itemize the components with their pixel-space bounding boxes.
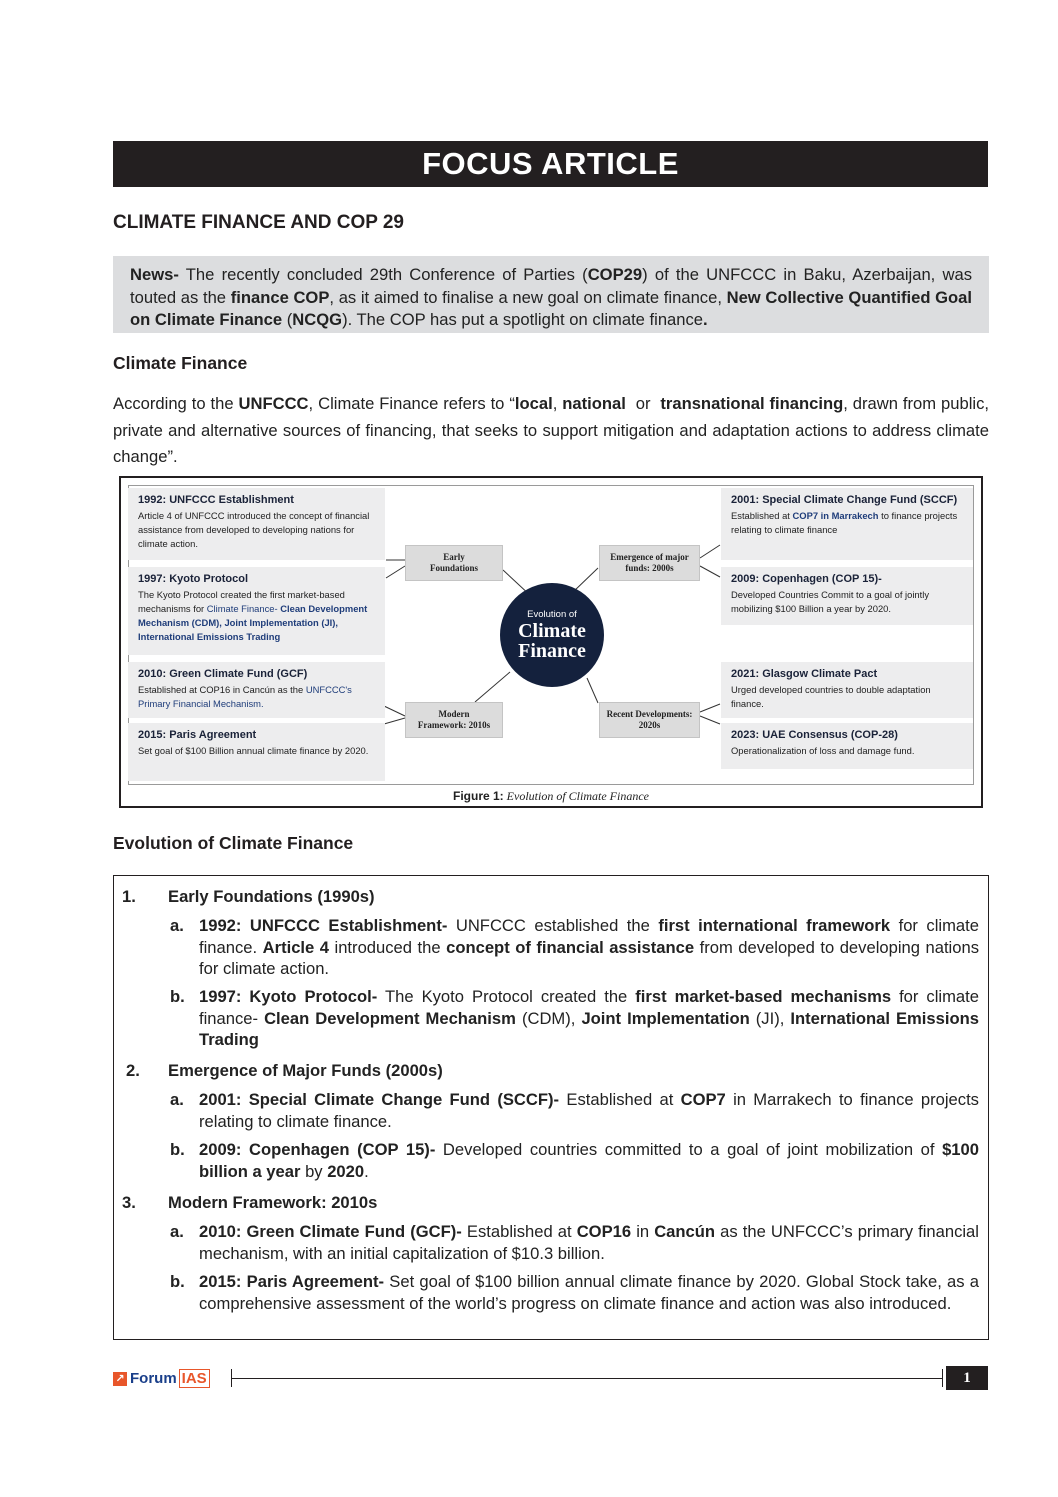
item-bold: 2015: Paris Agreement- — [199, 1272, 385, 1291]
card-text-bold: COP7 in Marrakech — [792, 510, 879, 521]
item-bold: 1992: UNFCCC Establishment- — [199, 916, 448, 935]
center-big-2: Finance — [518, 640, 586, 662]
card-text-blue: Climate Finance- — [206, 603, 281, 614]
card-title: 2023: UAE Consensus (COP-28) — [731, 729, 898, 741]
caption-label: Figure 1: — [453, 789, 504, 803]
item-text: (JI), — [749, 1008, 791, 1028]
news-bold: New Collective Quantified Goal on Climate Finance — [130, 287, 972, 329]
item-bold: $100 billion a year — [199, 1140, 979, 1181]
item-bold: first market-based mechanisms — [635, 987, 892, 1006]
list-item — [199, 1089, 979, 1132]
card-2001 — [721, 488, 973, 560]
list-letter: a. — [170, 1090, 184, 1109]
item-bold: Cancún — [654, 1222, 716, 1241]
item-bold: 2020 — [327, 1161, 365, 1181]
news-text: ( — [282, 310, 293, 329]
card-title: 2015: Paris Agreement — [138, 729, 257, 741]
card-title: 2021: Glasgow Climate Pact — [731, 668, 878, 680]
climate-finance-heading: Climate Finance — [113, 353, 248, 373]
card-title: 2001: Special Climate Change Fund (SCCF) — [731, 494, 958, 506]
list-heading: Emergence of Major Funds (2000s) — [168, 1061, 443, 1080]
card-body: Article 4 of UNFCCC introduced the concept of financial assistance from developed to developing nations for climate action. — [138, 510, 370, 549]
list-letter: a. — [170, 916, 184, 935]
news-bold: finance COP — [230, 287, 330, 307]
item-text: from developed to developing nations for climate action. — [199, 937, 979, 978]
footer-line-cap — [942, 1369, 943, 1387]
item-text: in Marrakech to finance projects relating to climate finance. — [199, 1090, 979, 1131]
item-text: for climate finance- — [199, 987, 979, 1028]
card-body — [138, 588, 375, 644]
card-1997 — [128, 567, 385, 655]
para-bold: transnational financing — [660, 394, 844, 413]
item-bold: 2010: Green Climate Fund (GCF)- — [199, 1222, 462, 1241]
list-letter: b. — [170, 1140, 185, 1159]
card-text: to finance projects relating to climate finance — [731, 510, 958, 535]
item-bold: concept of financial assistance — [446, 937, 695, 957]
item-text: UNFCCC established the — [447, 916, 659, 935]
card-2023 — [721, 723, 973, 769]
card-title: 2009: Copenhagen (COP 15)- — [731, 573, 882, 585]
tag-major-funds: Emergence of major funds: 2000s — [599, 545, 700, 581]
item-text: Established at — [461, 1222, 577, 1241]
list-number: 2. — [126, 1061, 140, 1080]
item-text: by — [300, 1161, 328, 1181]
forumias-logo — [113, 1369, 210, 1388]
news-bold: NCQG — [292, 310, 343, 329]
item-bold: 2009: Copenhagen (COP 15)- — [199, 1140, 436, 1159]
news-label: News- — [130, 265, 179, 284]
news-text: The recently concluded 29th Conference of Parties ( — [178, 265, 588, 284]
card-text-blue: UNFCCC's Primary Financial Mechanism. — [138, 684, 352, 709]
item-text: in — [631, 1222, 655, 1241]
list-item — [199, 1271, 979, 1314]
footer-line — [232, 1378, 942, 1379]
card-body — [138, 683, 375, 711]
list-letter: b. — [170, 1272, 185, 1291]
card-text: The Kyoto Protocol created the first market-based mechanisms for — [138, 589, 345, 614]
card-2010 — [128, 662, 385, 718]
focus-article-banner: FOCUS ARTICLE — [113, 141, 988, 187]
para-bold: national — [562, 394, 626, 413]
list-number: 3. — [122, 1193, 136, 1212]
list-item — [199, 1221, 979, 1264]
page-number: 1 — [946, 1366, 988, 1390]
news-bold: . — [703, 310, 708, 329]
item-text: Developed countries committed to a goal of joint mobilization of — [435, 1140, 943, 1159]
para-text: , drawn from public, private and alternative sources of financing, that seeks to support mitigation and adaptation actions to address climate change”. — [113, 394, 989, 466]
para-text: According to the — [113, 394, 239, 413]
news-bold: COP29 — [587, 265, 643, 284]
logo-forum: Forum — [130, 1370, 177, 1387]
card-2009 — [721, 567, 973, 625]
card-2015 — [128, 723, 385, 781]
tag-modern-framework: Modern Framework: 2010s — [405, 702, 503, 738]
list-number: 1. — [122, 887, 136, 906]
item-text: Set goal of $100 billion annual climate finance by 2020. Global Stock take, as a comprehensive assessment of the world’s progress on climate finance and action was also introduced. — [199, 1272, 980, 1313]
para-bold: UNFCCC — [238, 394, 309, 413]
card-body: Developed Countries Commit to a goal of jointly mobilizing $100 Billion a year by 2020. — [731, 589, 930, 614]
card-text-bold: Clean Development Mechanism (CDM), Joint Implementation (JI), International Emissions Trading — [138, 603, 368, 642]
item-bold: first international framework — [658, 916, 891, 935]
item-text: The Kyoto Protocol created the — [377, 987, 636, 1006]
caption-text: Evolution of Climate Finance — [503, 789, 649, 803]
item-bold: COP16 — [576, 1222, 632, 1241]
list-item — [199, 915, 979, 980]
list-letter: a. — [170, 1222, 184, 1241]
card-body — [731, 509, 963, 537]
item-bold: Clean Development Mechanism — [264, 1008, 516, 1028]
article-title: CLIMATE FINANCE AND COP 29 — [113, 212, 405, 233]
card-1992 — [128, 488, 385, 560]
para-text: or — [625, 394, 661, 413]
news-text: ) of the UNFCCC in Baku, Azerbaijan, was touted as the — [130, 265, 973, 307]
item-bold: 1997: Kyoto Protocol- — [199, 987, 378, 1006]
item-text: as the UNFCCC’s primary financial mechanism, with an initial capitalization of $10.3 billion. — [199, 1222, 979, 1263]
card-body: Set goal of $100 Billion annual climate finance by 2020. — [138, 745, 369, 756]
card-body: Urged developed countries to double adaptation finance. — [731, 684, 931, 709]
item-text: Established at — [559, 1090, 681, 1109]
item-bold: 2001: Special Climate Change Fund (SCCF)- — [199, 1090, 560, 1109]
item-bold: Joint Implementation — [581, 1008, 750, 1028]
card-title: 1992: UNFCCC Establishment — [138, 494, 294, 506]
item-bold: Article 4 — [262, 937, 330, 957]
item-bold: COP7 — [680, 1090, 726, 1109]
center-big-1: Climate — [518, 620, 586, 642]
tag-early-foundations: Early Foundations — [405, 545, 503, 581]
item-bold: International Emissions Trading — [199, 1008, 979, 1049]
tag-recent-developments: Recent Developments: 2020s — [599, 702, 700, 738]
center-circle — [500, 583, 604, 687]
item-text: (CDM), — [515, 1008, 582, 1028]
center-small: Evolution of — [527, 609, 577, 620]
card-title: 1997: Kyoto Protocol — [138, 573, 249, 585]
card-text: Established at COP16 in Cancún as the — [138, 684, 306, 695]
para-text: , Climate Finance refers to “ — [308, 394, 515, 413]
item-text: for climate finance. — [199, 916, 979, 957]
list-heading: Early Foundations (1990s) — [168, 887, 375, 906]
item-text: . — [364, 1161, 369, 1181]
item-text: introduced the — [329, 937, 447, 957]
card-title: 2010: Green Climate Fund (GCF) — [138, 668, 308, 680]
card-text: Established at — [731, 510, 793, 521]
list-item — [199, 1139, 979, 1182]
news-text: , as it aimed to finalise a new goal on climate finance, — [329, 287, 727, 307]
logo-ias: IAS — [179, 1369, 210, 1388]
card-body: Operationalization of loss and damage fund. — [731, 745, 915, 756]
list-heading: Modern Framework: 2010s — [168, 1193, 378, 1212]
news-text: ). The COP has put a spotlight on climate finance — [342, 310, 704, 329]
list-letter: b. — [170, 987, 185, 1006]
card-2021 — [721, 662, 973, 718]
para-text: , — [552, 394, 563, 413]
list-item — [199, 986, 979, 1051]
arrow-logo-icon: ↗ — [113, 1372, 127, 1386]
para-bold: local — [514, 394, 553, 413]
evolution-heading: Evolution of Climate Finance — [113, 833, 354, 853]
